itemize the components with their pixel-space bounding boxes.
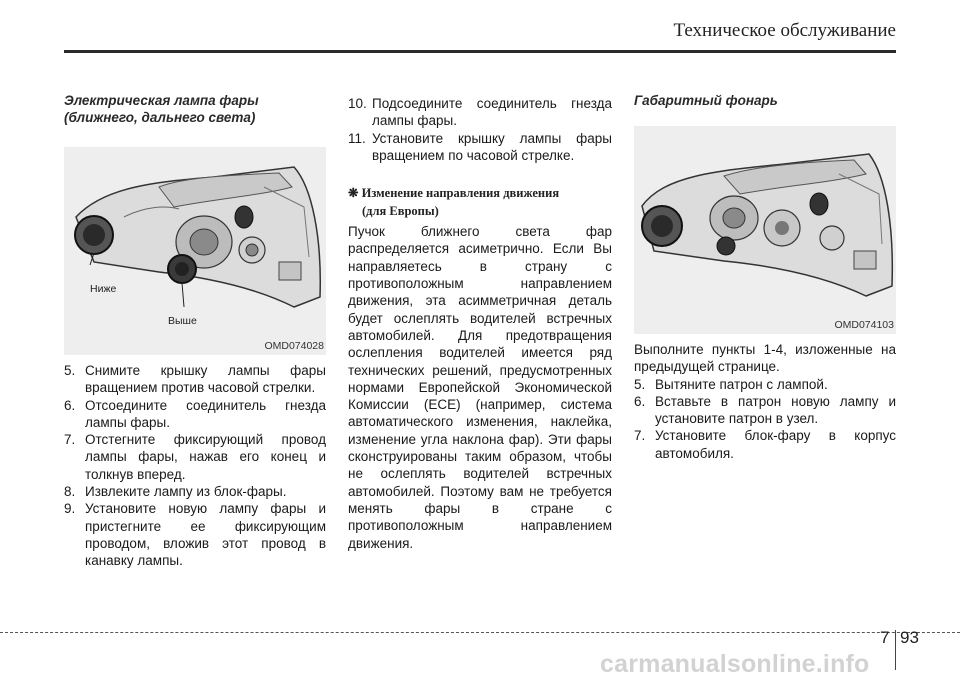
label-high-beam: Выше <box>168 315 197 327</box>
note-text: Пучок ближнего света фар распределяется асиметрично. Если Вы направляетесь в страну с противоположным направлением движения, эта асимметричная деталь будет ослеплять водителей встречных автомобилей. Для предотвращения ослепления водителей имеется ряд технических решений, предусмотренных нормами Европейской Экономической Комиссии (ECE) (например, система автоматического изменения, наклейка, изменение угла наклона фар). Эти фары сконструированы таким образом, чтобы не ослеплять водителей встречных автомобилей. Поэтому вам не требуется менять фары в стране с противоположным направлением движения. <box>348 224 612 551</box>
middle-column <box>348 95 612 552</box>
step-text: Подсоедините соединитель гнезда лампы фары. <box>372 96 612 129</box>
figure-code: OMD074028 <box>264 340 324 352</box>
list-item <box>64 362 326 397</box>
page-number-separator <box>895 630 896 670</box>
step-number: 11. <box>348 130 366 146</box>
section-title-headlamp <box>64 92 326 126</box>
step-number: 5. <box>634 376 646 392</box>
page-number: 93 <box>900 628 919 647</box>
step-number: 6. <box>634 393 646 409</box>
headlamp-steps-continued <box>348 95 612 164</box>
position-lamp-figure <box>634 126 896 334</box>
step-text: Отстегните фиксирующий провод лампы фары, нажав его конец и толкнув вперед. <box>85 432 326 482</box>
step-number: 7. <box>634 428 646 444</box>
step-text: Вставьте в патрон новую лампу и установите патрон в узел. <box>655 393 896 427</box>
list-item <box>634 393 896 428</box>
headlamp-figure <box>64 147 326 355</box>
position-lamp-illustration <box>634 126 896 334</box>
list-item <box>64 431 326 483</box>
list-item <box>348 95 612 130</box>
note-title-line2: (для Европы) <box>362 204 439 219</box>
step-text: Установите крышку лампы фары вращением по часовой стрелке. <box>372 130 612 163</box>
watermark: carmanualsonline.info <box>600 650 870 678</box>
step-number: 10. <box>348 96 367 111</box>
step-number: 5. <box>64 363 76 378</box>
header-rule <box>64 50 896 53</box>
step-text: Извлеките лампу из блок-фары. <box>85 484 287 500</box>
left-column <box>64 92 326 570</box>
list-item <box>348 130 612 165</box>
list-item <box>634 427 896 462</box>
label-low-beam: Ниже <box>90 283 117 295</box>
section-title-line1: Электрическая лампа фары <box>64 93 259 108</box>
section-title-line2: (ближнего, дальнего света) <box>64 110 256 125</box>
step-number: 9. <box>64 501 76 517</box>
list-item <box>64 483 326 500</box>
headlamp-steps <box>64 362 326 570</box>
header-title: Техническое обслуживание <box>673 20 896 41</box>
intro-text: Выполните пункты 1-4, изложенные на предыдущей странице. <box>634 342 896 375</box>
list-item <box>64 397 326 432</box>
list-item <box>634 376 896 393</box>
footer-rule <box>0 632 960 633</box>
right-column <box>634 92 896 462</box>
step-number: 7. <box>64 432 76 448</box>
step-text: Установите новую лампу фары и пристегните ее фиксирующим проводом, вложив этот провод в канавку лампы. <box>85 501 326 569</box>
step-number: 6. <box>64 397 76 413</box>
figure-code: OMD074103 <box>834 319 894 331</box>
section-title-position-lamp: Габаритный фонарь <box>634 93 778 108</box>
step-text: Установите блок-фару в корпус автомобиля. <box>655 428 896 461</box>
list-item <box>64 500 326 569</box>
step-text: Снимите крышку лампы фары вращением против часовой стрелки. <box>85 363 326 396</box>
step-number: 8. <box>64 484 76 500</box>
note-title-line1: ❋ Изменение направления движения <box>348 186 560 201</box>
chapter-number: 7 <box>880 628 890 647</box>
position-lamp-steps <box>634 376 896 462</box>
note-title <box>348 184 612 220</box>
step-text: Вытяните патрон с лампой. <box>655 376 828 392</box>
step-text: Отсоедините соединитель гнезда лампы фары. <box>85 397 326 430</box>
